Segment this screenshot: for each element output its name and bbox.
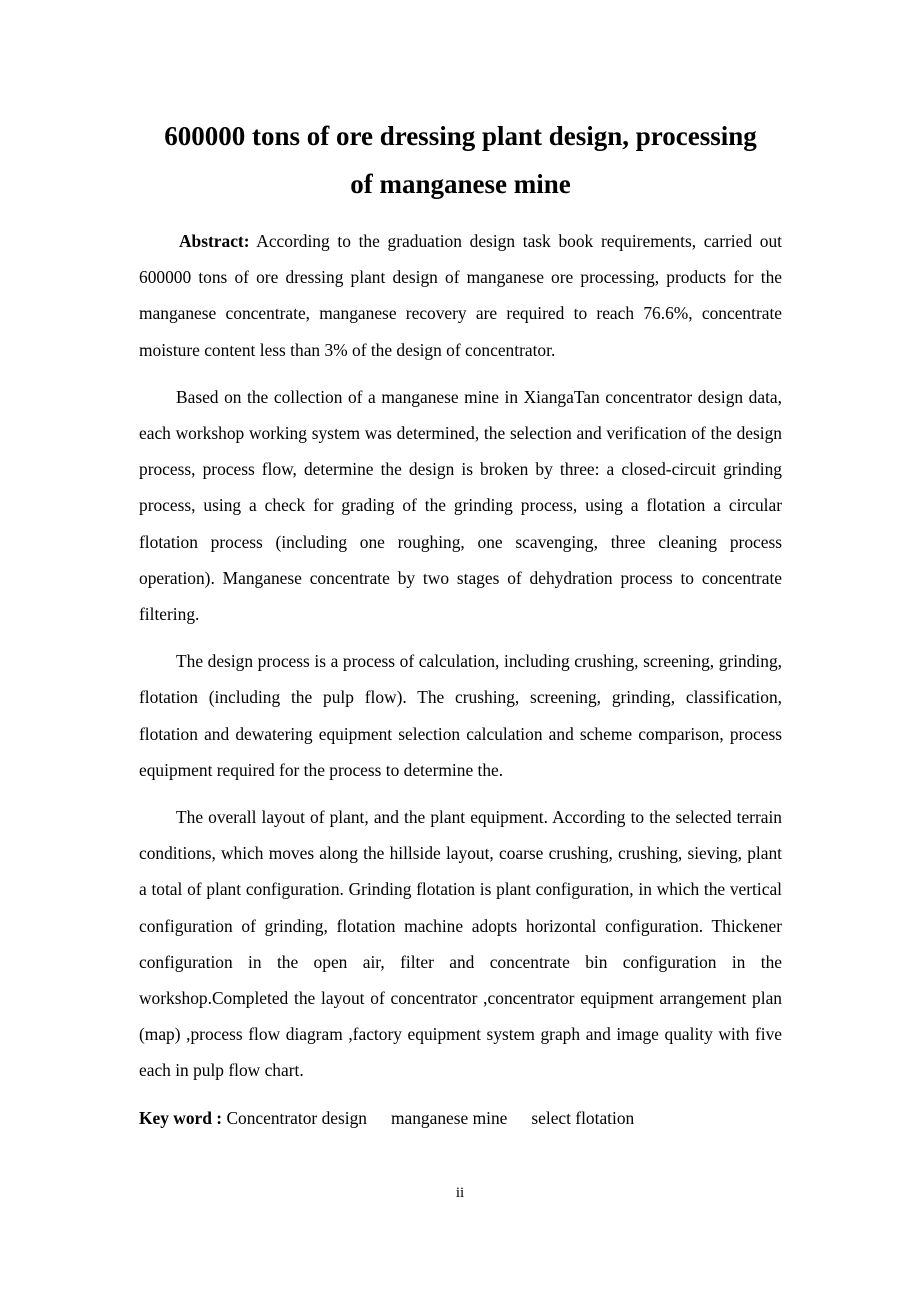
body-paragraph-1: Based on the collection of a manganese mine in XiangaTan concentrator design data, each workshop working system was determined, the selection and verification of the design process, process flow, determine the design is broken by three: a closed-circuit grinding process, using a check for grading of the grinding process, using a flotation a circular flotation process (including one roughing, one scavenging, three cleaning process operation). Manganese concentrate by two stages of dehydration process to concentrate filtering. xyxy=(139,386,782,625)
keyword-item: select flotation xyxy=(531,1107,635,1128)
body-paragraph-2: The design process is a process of calculation, including crushing, screening, grinding, flotation (including the pulp flow). The crushing, screening, grinding, classification, flotation and dewatering equipment selection calculation and scheme comparison, process equipment required for the process to determine the. xyxy=(139,651,782,780)
document-title xyxy=(139,112,782,208)
abstract-paragraph xyxy=(139,223,782,368)
keywords-label: Key word : xyxy=(139,1107,223,1128)
title-line-1: 600000 tons of ore dressing plant design, processing xyxy=(164,121,757,151)
page-body xyxy=(139,112,782,1136)
page-number: ii xyxy=(455,1185,465,1201)
title-line-2: of manganese mine xyxy=(350,169,571,199)
keywords-line xyxy=(139,1100,782,1136)
keyword-item: manganese mine xyxy=(390,1107,508,1128)
keyword-item: Concentrator design xyxy=(226,1107,367,1128)
abstract-label: Abstract: xyxy=(179,231,250,251)
abstract-text: According to the graduation design task book requirements, carried out 600000 tons of ore dressing plant design of manganese ore processing, products for the manganese concentrate, manganese recovery are required to reach 76.6%, concentrate moisture content less than 3% of the design of concentrator. xyxy=(139,231,782,360)
body-paragraph-3: The overall layout of plant, and the plant equipment. According to the selected terrain conditions, which moves along the hillside layout, coarse crushing, crushing, sieving, plant a total of plant configuration. Grinding flotation is plant configuration, in which the vertical configuration of grinding, flotation machine adopts horizontal configuration. Thickener configuration in the open air, filter and concentrate bin configuration in the workshop.Completed the layout of concentrator ,concentrator equipment arrangement plan (map) ,process flow diagram ,factory equipment system graph and image quality with five each in pulp flow chart. xyxy=(139,807,782,1081)
